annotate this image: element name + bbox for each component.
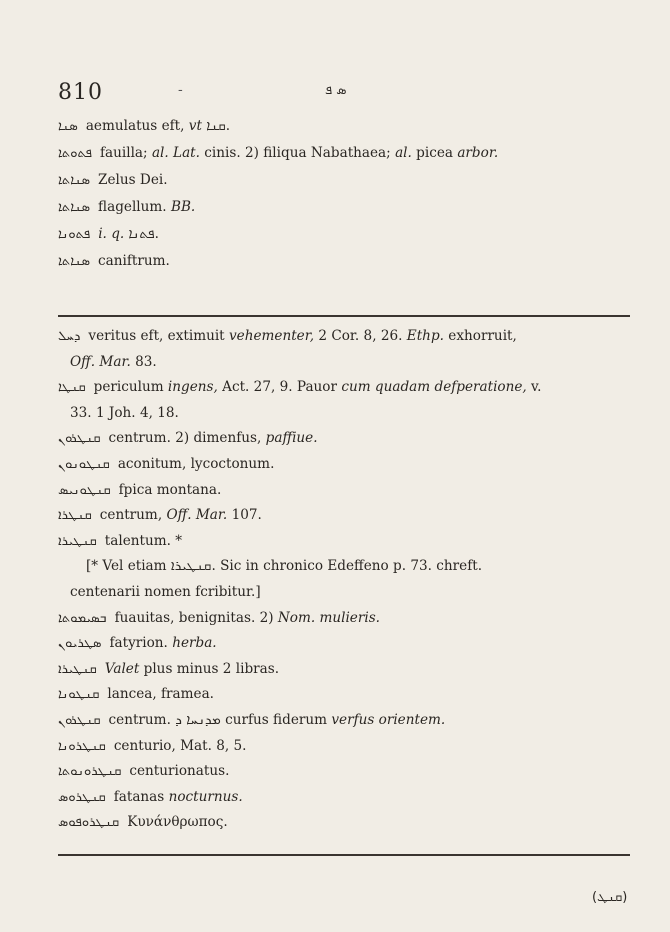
dictionary-entry bbox=[58, 635, 217, 652]
dictionary-entry bbox=[58, 712, 445, 729]
entry-text: nocturnus. bbox=[168, 788, 243, 805]
entry-text: 107. bbox=[227, 507, 262, 524]
entry-text: flagellum. bbox=[98, 199, 171, 215]
entry-text: Off. Mar. bbox=[166, 507, 228, 524]
entry-text: talentum. * bbox=[104, 532, 183, 549]
entry-text: fpica montana. bbox=[118, 481, 222, 498]
dictionary-entry bbox=[58, 763, 229, 780]
dictionary-entry bbox=[58, 328, 517, 345]
syriac-headword: ܩܢܛܘܢܝܣ bbox=[58, 482, 111, 498]
entry-text: ܩܢܐ. bbox=[201, 118, 231, 134]
syriac-headword: ܩܢܛܝܪܐ bbox=[58, 661, 97, 677]
syriac-headword: ܩܢܛܘܢܘܢ bbox=[58, 457, 110, 472]
entry-text: centurio, Mat. 8, 5. bbox=[113, 737, 247, 754]
entry-text: al. bbox=[395, 145, 412, 161]
entry-text: fauilla; bbox=[100, 145, 152, 161]
dictionary-entry bbox=[58, 738, 247, 755]
syriac-headword: ܣܢܐ bbox=[58, 119, 78, 134]
syriac-headword: ܩܢܛܪܘܢܘܬܐ bbox=[58, 764, 122, 780]
entry-text: verfus orientem. bbox=[331, 712, 446, 728]
dictionary-entry bbox=[58, 661, 279, 678]
entry-text: i. q. bbox=[98, 226, 125, 242]
entry-text: centrum. 2) dimenfus, bbox=[108, 430, 266, 447]
dictionary-entry bbox=[58, 789, 243, 806]
syriac-headword: ܣܛܪܝܘܢ bbox=[58, 636, 102, 652]
entry-text: arbor. bbox=[457, 145, 499, 161]
dictionary-entry bbox=[58, 379, 541, 396]
dictionary-entry bbox=[58, 172, 168, 189]
dictionary-entry bbox=[58, 456, 274, 473]
syriac-headword: ܩܢܛܪܘܢ bbox=[58, 713, 101, 728]
syriac-headword: ܣܢܐܬܐ bbox=[58, 173, 91, 188]
dictionary-entry bbox=[86, 558, 482, 575]
dictionary-entry bbox=[58, 533, 182, 550]
entry-text: Nom. mulieris. bbox=[277, 609, 380, 626]
entry-text: Off. Mar. bbox=[70, 353, 131, 370]
letter-heading: ܣ ܦ bbox=[325, 83, 347, 98]
syriac-headword: ܩܢܛܝܪܐ bbox=[58, 533, 97, 549]
syriac-headword: ܦܬܘܬܐ bbox=[58, 146, 92, 161]
entry-text: fatyrion. bbox=[109, 635, 173, 652]
syriac-headword: ܕܚܠ bbox=[58, 329, 81, 344]
header-dash: - bbox=[178, 82, 183, 98]
syriac-headword: ܩܢܛܪܘܢ bbox=[58, 431, 101, 447]
dictionary-entry bbox=[70, 354, 157, 371]
entry-text: centenarii nomen fcribitur.] bbox=[70, 584, 261, 600]
dictionary-entry bbox=[58, 686, 214, 703]
entry-text: cum quadam defperatione, bbox=[341, 379, 527, 396]
syriac-headword: ܦܬܘܢܐ bbox=[58, 227, 91, 242]
entry-text: lancea, framea. bbox=[107, 686, 214, 703]
entry-text: aconitum, lycoctonum. bbox=[117, 456, 275, 472]
entry-text: [* Vel etiam ܩܢܛܝܪܐ. Sic in chronico Edeffeno p. 73. chreft. bbox=[86, 558, 483, 575]
entry-text: plus minus 2 libras. bbox=[139, 660, 280, 677]
entry-text: Ethp. bbox=[406, 328, 444, 344]
entry-text: Act. 27, 9. Pauor bbox=[217, 379, 342, 396]
entry-text: cinis. 2) filiqua Nabathaea; bbox=[199, 145, 396, 161]
syriac-headword: ܩܢܛܐ bbox=[58, 380, 86, 396]
syriac-headword: ܣܢܐܬܐ bbox=[58, 200, 91, 215]
syriac-headword: ܩܢܛܪܘܣ bbox=[58, 789, 106, 805]
dictionary-entry bbox=[58, 253, 170, 270]
page-number: 810 bbox=[58, 80, 103, 105]
entry-text: aemulatus eft, bbox=[85, 118, 189, 134]
dictionary-entry bbox=[58, 430, 318, 447]
entry-text: caniftrum. bbox=[98, 253, 170, 269]
dictionary-entry bbox=[58, 610, 380, 627]
syriac-headword: ܩܢܛܘܢܐ bbox=[58, 687, 100, 703]
syriac-headword: ܣܢܐܬܐ bbox=[58, 254, 91, 269]
entry-text: 2 Cor. 8, 26. bbox=[314, 328, 407, 344]
entry-text: v. bbox=[526, 379, 542, 396]
dictionary-entry bbox=[58, 814, 228, 831]
entry-text: fatanas bbox=[113, 788, 169, 805]
bottom-rule bbox=[58, 854, 630, 856]
entry-text: vt bbox=[188, 118, 202, 134]
entry-text: centurionatus. bbox=[129, 763, 230, 780]
syriac-headword: ܩܢܛܪܐ bbox=[58, 508, 92, 524]
dictionary-entry bbox=[58, 118, 230, 135]
section-divider bbox=[58, 315, 630, 317]
entry-text: BB. bbox=[170, 199, 196, 215]
entry-text: paffiue. bbox=[265, 430, 318, 447]
catchword: (ܩܢܛ) bbox=[592, 890, 628, 905]
entry-text: Zelus Dei. bbox=[98, 172, 168, 188]
entry-text: veritus eft, extimuit bbox=[88, 328, 229, 344]
entry-text: picea bbox=[411, 145, 458, 161]
entry-text: al. Lat. bbox=[151, 145, 200, 161]
entry-text: fuauitas, benignitas. 2) bbox=[114, 609, 278, 626]
dictionary-entry bbox=[58, 482, 221, 499]
entry-text: Κυνάνθρωπος. bbox=[127, 814, 228, 831]
entry-text: Valet bbox=[104, 660, 140, 677]
dictionary-entry bbox=[58, 507, 262, 524]
entry-text: herba. bbox=[172, 635, 217, 652]
dictionary-entry bbox=[70, 405, 179, 422]
entry-text: 83. bbox=[130, 353, 157, 370]
entry-text: centrum, bbox=[99, 507, 167, 524]
syriac-headword: ܩܢܛܪܘܦܘܣ bbox=[58, 815, 120, 831]
entry-text: 33. 1 Joh. 4, 18. bbox=[70, 404, 179, 421]
dictionary-entry bbox=[70, 584, 261, 601]
dictionary-entry bbox=[58, 145, 498, 162]
syriac-headword: ܩܢܛܪܘܢܐ bbox=[58, 738, 106, 754]
entry-text: exhorruit, bbox=[443, 328, 517, 344]
dictionary-entry bbox=[58, 199, 195, 216]
entry-text: ingens, bbox=[167, 379, 218, 396]
entry-text: centrum. ܡܕܢܚܐ ܕ curfus fiderum bbox=[108, 712, 332, 728]
syriac-headword: ܒܣܝܡܘܬܐ bbox=[58, 610, 107, 626]
dictionary-entry bbox=[58, 226, 159, 243]
entry-text: vehementer, bbox=[228, 328, 315, 344]
entry-text: periculum bbox=[93, 379, 168, 396]
entry-text: ܦܬܢܐ. bbox=[124, 226, 159, 242]
